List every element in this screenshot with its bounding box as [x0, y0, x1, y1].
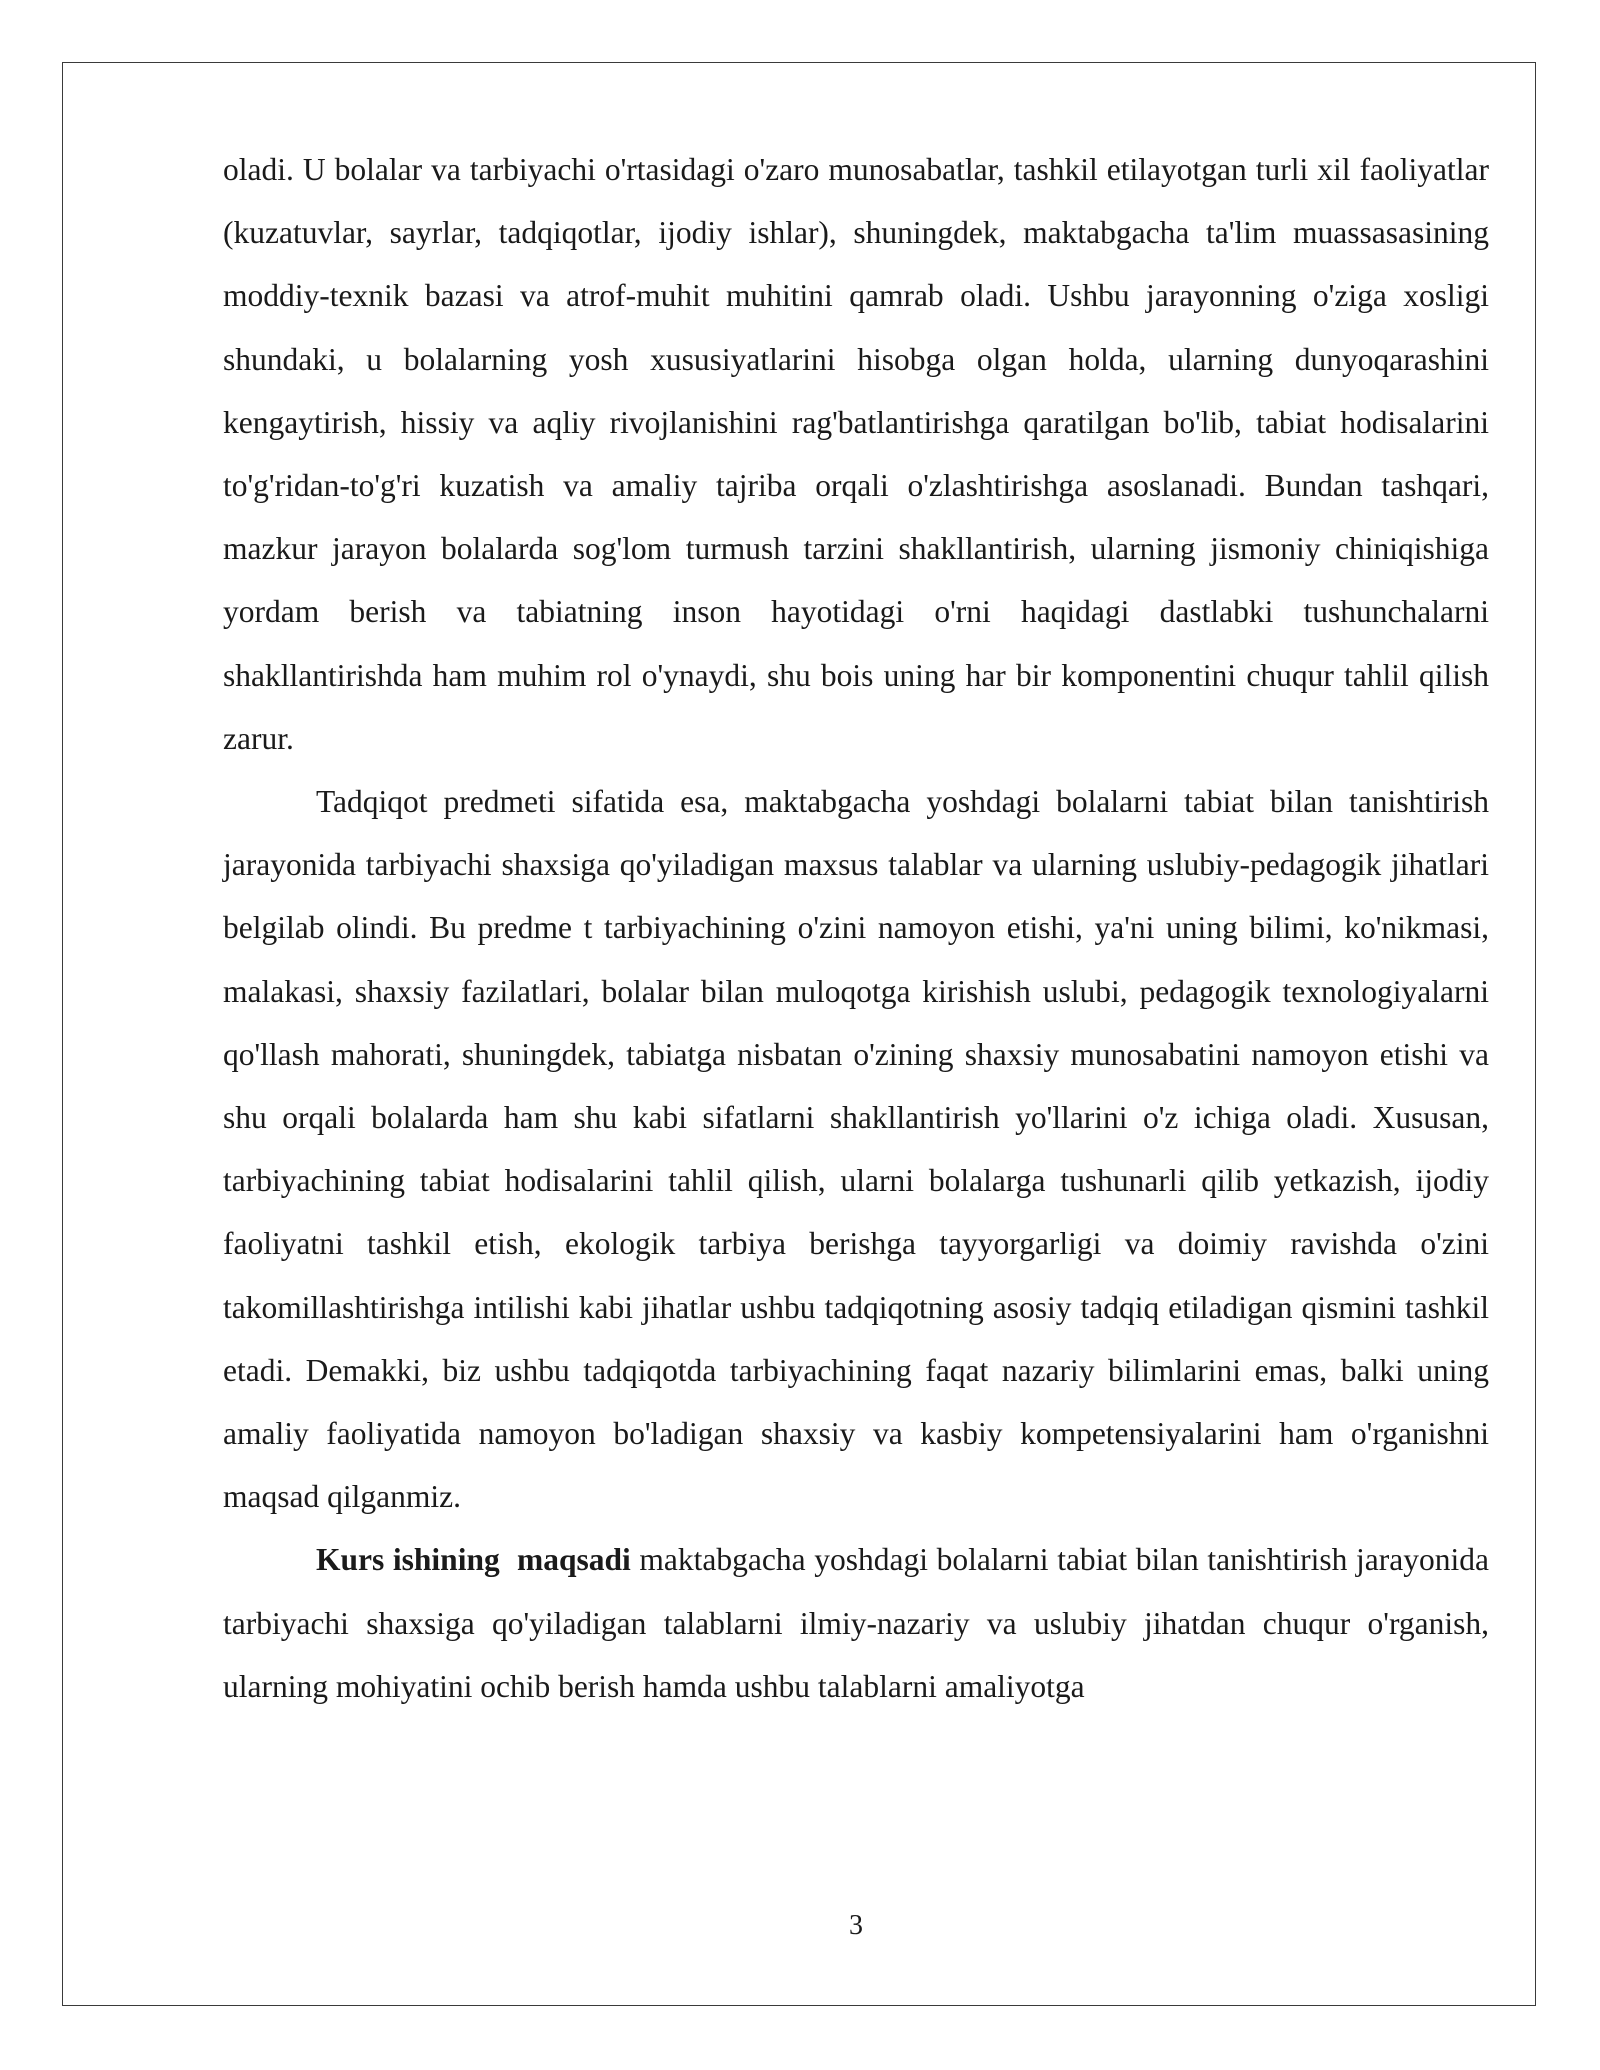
paragraph-3 — [223, 1528, 1489, 1718]
course-goal-heading: Kurs ishining maqsadi — [316, 1542, 631, 1578]
paragraph-1-text: oladi. U bolalar va tarbiyachi o'rtasidagi o'zaro munosabatlar, tashkil etilayotgan turli xil faoliyatlar (kuzatuvlar, sayrlar, tadqiqotlar, ijodiy ishlar), shuningdek, maktabgacha ta'lim muassasasining moddiy-texnik bazasi va atrof-muhit muhitini qamrab oladi. Ushbu jarayonning o'ziga xosligi shundaki, u bolalarning yosh xususiyatlarini hisobga olgan holda, ularning dunyoqarashini kengaytirish, hissiy va aqliy rivojlanishini rag'batlantirishga qaratilgan bo'lib, tabiat hodisalarini to'g'ridan-to'g'ri kuzatish va amaliy tajriba orqali o'zlashtirishga asoslanadi. Bundan tashqari, mazkur jarayon bolalarda sog'lom turmush tarzini shakllantirish, ularning jismoniy chiniqishiga yordam berish va tabiatning inson hayotidagi o'rni haqidagi dastlabki tushunchalarni shakllantirishda ham muhim rol o'ynaydi, shu bois uning har bir komponentini chuqur tahlil qilish zarur. — [223, 152, 1489, 756]
page-number: 3 — [849, 1910, 863, 1941]
paragraph-1 — [223, 138, 1489, 770]
paragraph-2-text: Tadqiqot predmeti sifatida esa, maktabgacha yoshdagi bolalarni tabiat bilan tanishtirish jarayonida tarbiyachi shaxsiga qo'yiladigan maxsus talablar va ularning uslubiy-pedagogik jihatlari belgilab olindi. Bu predme t tarbiyachining o'zini namoyon etishi, ya'ni uning bilimi, ko'nikmasi, malakasi, shaxsiy fazilatlari, bolalar bilan muloqotga kirishish uslubi, pedagogik texnologiyalarni qo'llash mahorati, shuningdek, tabiatga nisbatan o'zining shaxsiy munosabatini namoyon etishi va shu orqali bolalarda ham shu kabi sifatlarni shakllantirish yo'llarini o'z ichiga oladi. Xususan, tarbiyachining tabiat hodisalarini tahlil qilish, ularni bolalarga tushunarli qilib yetkazish, ijodiy faoliyatni tashkil etish, ekologik tarbiya berishga tayyorgarligi va doimiy ravishda o'zini takomillashtirishga intilishi kabi jihatlar ushbu tadqiqotning asosiy tadqiq etiladigan qismini tashkil etadi. Demakki, biz ushbu tadqiqotda tarbiyachining faqat nazariy bilimlarini emas, balki uning amaliy faoliyatida namoyon bo'ladigan shaxsiy va kasbiy kompetensiyalarini ham o'rganishni maqsad qilganmiz. — [223, 784, 1489, 1515]
paragraph-2 — [223, 770, 1489, 1528]
page-body — [223, 138, 1489, 1718]
paragraph-3-text: maktabgacha yoshdagi bolalarni tabiat bilan tanishtirish jarayonida tarbiyachi shaxsiga qo'yiladigan talablarni ilmiy-nazariy va uslubiy jihatdan chuqur o'rganish, ularning mohiyatini ochib berish hamda ushbu talablarni amaliyotga — [223, 1542, 1489, 1704]
